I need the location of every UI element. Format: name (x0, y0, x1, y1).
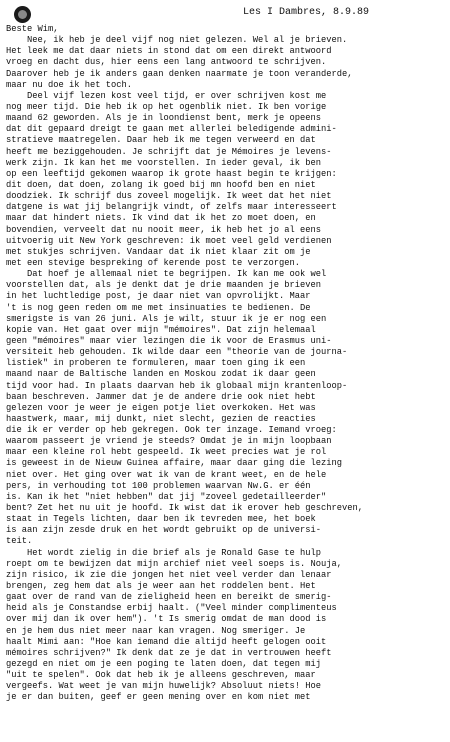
text-line: en je hem dus niet meer naar kan vragen. Nog smeriger. Je (6, 625, 306, 636)
text-line: heid als je Constandse erbij haalt. ("Veel minder complimenteus (6, 603, 337, 614)
text-line: smerigste is van 26 juni. Als je wilt, stuur ik je er nog een (6, 313, 327, 324)
text-line: Beste Wim, (6, 24, 59, 34)
text-line: is geweest in de Nieuw Guinea affaire, maar daar ging die lezing (6, 458, 343, 469)
text-line: je er dan buiten, geef er geen mening over en kom niet met (6, 692, 311, 703)
text-line: haalt Mimi aan: "Hoe kan iemand die altijd heeft gelogen ooit (6, 636, 327, 647)
text-line: versiteit heb gehouden. Ik wilde daar een "theorie van de journa- (6, 347, 348, 358)
text-line: is aan zijn zesde druk en het wordt gebruikt op de universi- (6, 525, 322, 536)
text-line: maar nu doe ik het toch. (6, 79, 133, 90)
text-line: zijn risico, ik zie die jongen het niet veel verder dan lenaar (6, 569, 332, 580)
text-line: die ik er verder op heb gekregen. Ook ter inzage. Iemand vroeg: (6, 425, 337, 436)
text-line: dit doen, dat doen, zolang ik goed bij mn hoofd ben en niet (6, 179, 316, 190)
text-line: niet over. Het ging over wat ik van de krant weet, en de hele (6, 469, 327, 480)
text-line: waarom passeert je vriend je steeds? Omdat je in mijn loopbaan (6, 436, 332, 447)
dateline: Les I Dambres, 8.9.89 (243, 7, 370, 18)
text-line: maand 62 geworden. Als je in loondienst bent, merk je opeens (6, 113, 322, 124)
text-line: over mij dan ik over hem"). 't Is smerig omdat de man dood is (6, 614, 327, 625)
text-line: Dat hoef je allemaal niet te begrijpen. Ik kan me ook wel (6, 269, 327, 280)
text-line: listiek" in proberen te formuleren, maar toen ging ik een (6, 358, 306, 369)
letter-body (6, 24, 446, 704)
text-line: doodziek. Ik schrijf dus zoveel mogelijk. Ik weet dat het niet (6, 191, 332, 202)
text-line: gaat over de rand van de zieligheid heen en bereikt de smerig- (6, 592, 332, 603)
text-line: heeft me beziggehouden. Je schrijft dat je Mémoires je levens- (6, 146, 332, 157)
text-line: in het luchtledige post, je daar niet van opvrolijkt. Maar (6, 291, 311, 302)
text-line: vroeg en dacht dus, hier eens een lang antwoord te schrijven. (6, 57, 327, 68)
text-line: Daarover heb je ik anders gaan denken naarmate je toon veranderde, (6, 68, 353, 79)
text-line: voorstellen dat, als je denkt dat je drie maanden je brieven (6, 280, 322, 291)
text-line: kopie van. Het gaat over mijn "mémoires". Dat zijn helemaal (6, 324, 316, 335)
text-line: Het leek me dat daar niets in stond dat om een direkt antwoord (6, 46, 332, 57)
text-line: 't is nog geen reden om me met insinuaties te bedienen. De (6, 302, 311, 313)
text-line: pers, in verhouding tot 100 problemen waarvan Nw.G. er één (6, 480, 311, 491)
text-line: mémoires schrijven?" Ik denk dat ze je dat in vertrouwen heeft (6, 647, 332, 658)
text-line: staat in Tegels lichten, daar ben ik tevreden mee, het boek (6, 514, 316, 525)
punch-hole-mark (14, 6, 31, 23)
text-line: stratieve maatregelen. Daar heb ik me tegen verweerd en dat (6, 135, 316, 146)
text-line: haastwerk, maar, mij dunkt, niet slecht, gezien de reacties (6, 413, 316, 424)
text-line: Het wordt zielig in die brief als je Ronald Gase te hulp (6, 547, 322, 558)
text-line: "uit te spelen". Ook dat heb ik je alleens geschreven, maar (6, 670, 316, 681)
text-line: maar een kleine rol hebt gespeeld. Ik weet precies wat je rol (6, 447, 327, 458)
text-line: bent? Zet het nu uit je hoofd. Ik wist dat ik erover heb geschreven, (6, 503, 364, 514)
text-line: vergeefs. Wat weet je van mijn huwelijk? Absoluut niets! Hoe (6, 681, 322, 692)
text-line: dat dit gepaard dreigt te gaan met allerlei beledigende admini- (6, 124, 337, 135)
text-line: op een leeftijd gekomen waarop ik grote haast begin te krijgen: (6, 168, 337, 179)
text-line: maar dat hindert niets. Ik vind dat ik het zo moet doen, en (6, 213, 316, 224)
text-line: met een stevige bespreking of kerende post te verzorgen. (6, 257, 301, 268)
text-line: baan beschreven. Jammer dat je de andere drie ook niet hebt (6, 391, 316, 402)
text-line: teit. (6, 536, 33, 547)
text-line: roept om te bewijzen dat mijn archief niet veel soeps is. Nouja, (6, 558, 343, 569)
text-line: is. Kan ik het "niet hebben" dat jij "zoveel gedetailleerder" (6, 491, 327, 502)
text-line: brengen, zeg hem dat als je weer aan het roddelen bent. Het (6, 581, 316, 592)
text-line: Deel vijf lezen kost veel tijd, er over schrijven kost me (6, 90, 327, 101)
text-line: tijd voor had. In plaats daarvan heb ik globaal mijn krantenloop- (6, 380, 348, 391)
text-line: geen "mémoires" maar vier lezingen die ik voor de Erasmus uni- (6, 335, 332, 346)
text-line: nog meer tijd. Die heb ik op het ogenblik niet. Ik ben vorige (6, 101, 327, 112)
text-line: uitvoerig uit New York geschreven: ik moet veel geld verdienen (6, 235, 332, 246)
text-line: werk zijn. Ik kan het me voorstellen. In ieder geval, ik ben (6, 157, 322, 168)
text-line: gelezen voor je weer je eigen potje liet overkoken. Het was (6, 402, 316, 413)
text-line: gezegd en niet om je een poging te laten doen, dat tegen mij (6, 659, 322, 670)
text-line: Nee, ik heb je deel vijf nog niet gelezen. Wel al je brieven. (6, 35, 348, 46)
text-line: maand naar de Baltische landen en Moskou zodat ik daar geen (6, 369, 316, 380)
text-line: datgene is wat jij belangrijk vindt, of zelfs maar interesseert (6, 202, 337, 213)
text-line: bovendien, verveelt dat nu nooit meer, ik heb het jo al eens (6, 224, 322, 235)
text-line: met stukjes schrijven. Vandaar dat ik niet klaar zit om je (6, 246, 311, 257)
